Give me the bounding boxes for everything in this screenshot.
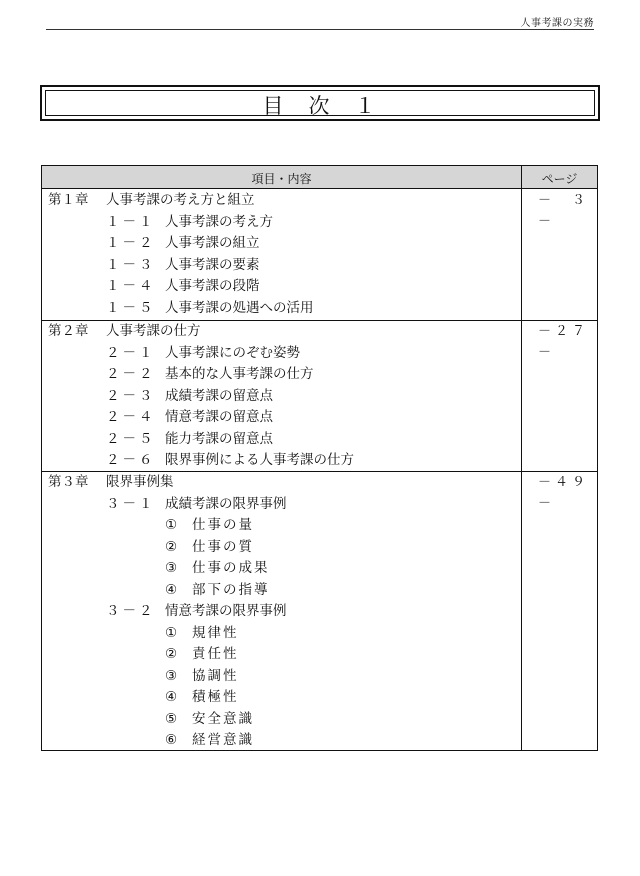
chapter-page: －２７－ [538, 324, 590, 360]
item-title: 仕事の成果 [192, 560, 270, 576]
section-title: 成績考課の限界事例 [165, 496, 287, 512]
section-title: 人事考課の要素 [165, 257, 260, 273]
item-title: 仕事の量 [192, 517, 254, 533]
section-number: ２－１ [106, 345, 156, 361]
item-mark: ⑤ [165, 711, 178, 727]
item-title: 協調性 [192, 668, 239, 684]
section-number: ２－３ [106, 388, 156, 404]
section-number: ３－２ [106, 603, 156, 619]
chapter-title: 人事考課の考え方と組立 [106, 192, 255, 208]
item-mark: ③ [165, 560, 178, 576]
chapter-title: 人事考課の仕方 [106, 323, 201, 339]
header-page-label: ページ [541, 172, 578, 186]
header-content-label: 項目・内容 [251, 172, 312, 186]
item-mark: ⑥ [165, 732, 178, 748]
item-mark: ④ [165, 582, 178, 598]
section-number: ２－４ [106, 409, 156, 425]
running-head: 人事考課の実務 [520, 18, 594, 29]
section-number: １－４ [106, 278, 156, 294]
item-mark: ② [165, 646, 178, 662]
chapter-number: 第２章 [48, 323, 89, 339]
item-title: 積極性 [192, 689, 239, 705]
chapter-title: 限界事例集 [106, 474, 174, 490]
section-title: 能力考課の留意点 [165, 431, 273, 447]
section-number: １－３ [106, 257, 156, 273]
chapter-number: 第３章 [48, 474, 89, 490]
section-number: １－２ [106, 235, 156, 251]
item-mark: ① [165, 625, 178, 641]
section-title: 人事考課の考え方 [165, 214, 273, 230]
section-number: １－１ [106, 214, 156, 230]
header-rule [46, 29, 594, 30]
toc-header-row [42, 166, 597, 189]
toc-table [41, 165, 598, 751]
section-number: ３－１ [106, 496, 156, 512]
item-mark: ④ [165, 689, 178, 705]
item-title: 規律性 [192, 625, 239, 641]
page-title: 目 次 １ [262, 94, 378, 118]
section-title: 情意考課の留意点 [165, 409, 273, 425]
section-title: 人事考課の処遇への活用 [165, 300, 314, 316]
section-title: 情意考課の限界事例 [165, 603, 287, 619]
item-mark: ① [165, 517, 178, 533]
section-number: ２－２ [106, 366, 156, 382]
section-title: 成績考課の留意点 [165, 388, 273, 404]
item-mark: ③ [165, 668, 178, 684]
title-box [40, 85, 600, 121]
section-number: ２－５ [106, 431, 156, 447]
item-title: 経営意識 [192, 732, 254, 748]
column-divider [521, 166, 522, 750]
item-mark: ② [165, 539, 178, 555]
section-number: １－５ [106, 300, 156, 316]
item-title: 安全意識 [192, 711, 254, 727]
chapter-page: －４９－ [538, 475, 590, 511]
chapter-number: 第１章 [48, 192, 89, 208]
item-title: 責任性 [192, 646, 239, 662]
item-title: 部下の指導 [192, 582, 270, 598]
section-title: 人事考課の組立 [165, 235, 260, 251]
chapter-page: － ３－ [538, 193, 590, 229]
section-number: ２－６ [106, 452, 156, 468]
section-title: 基本的な人事考課の仕方 [165, 366, 314, 382]
section-title: 人事考課の段階 [165, 278, 260, 294]
section-title: 限界事例による人事考課の仕方 [165, 452, 354, 468]
section-title: 人事考課にのぞむ姿勢 [165, 345, 300, 361]
item-title: 仕事の質 [192, 539, 254, 555]
